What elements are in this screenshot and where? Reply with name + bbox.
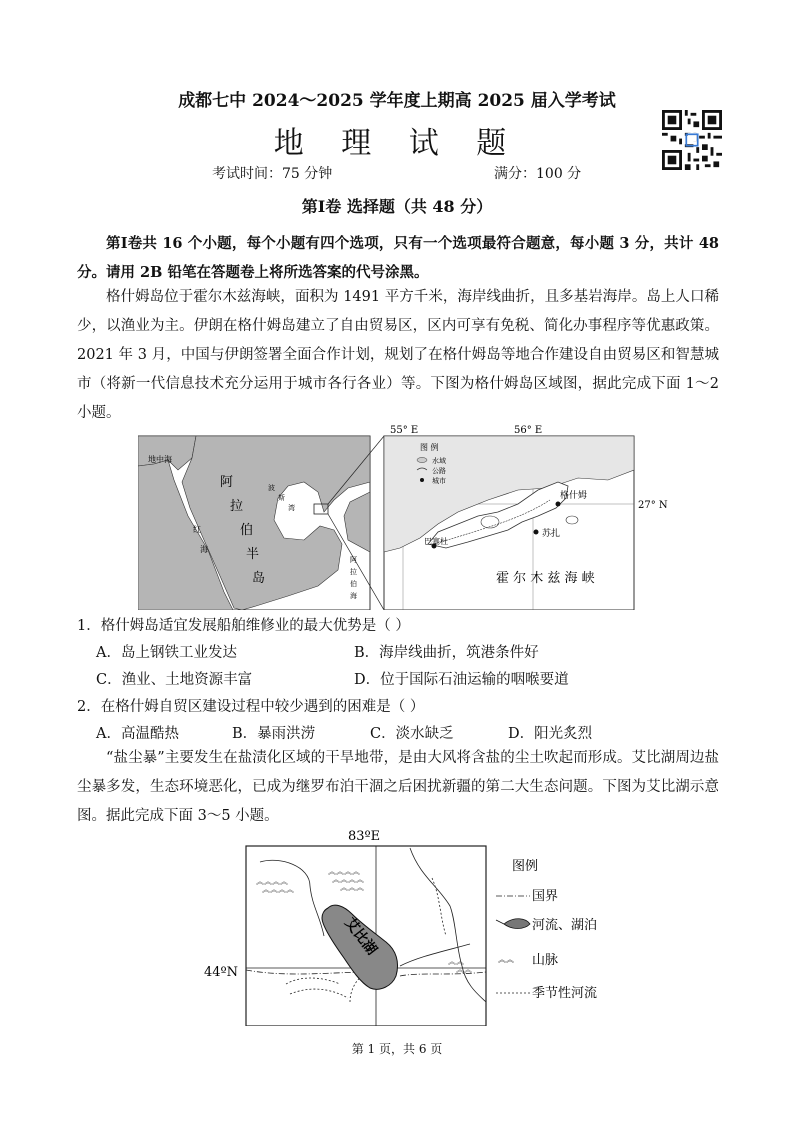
q1-option-d[interactable]: D．位于国际石油运输的咽喉要道: [354, 672, 569, 688]
q2-option-d[interactable]: D．阳光炙烈: [508, 726, 593, 742]
section-instructions: 第Ⅰ卷共 16 个小题，每个小题有四个选项，只有一个选项最符合题意，每小题 3 分，共计 48 分。请用 2B 铅笔在答题卷上将所选答案的代号涂黑。: [77, 235, 719, 281]
q2-option-b[interactable]: B．暴雨洪涝: [232, 726, 316, 742]
label-peninsula-4: 半: [246, 547, 260, 562]
passage-2: “盐尘暴”主要发生在盐渍化区域的干旱地带，是由大风将含盐的尘土吹起而形成。艾比湖周边盐尘暴多发，生态环境恶化，已成为继罗布泊干涸之后困扰新疆的第二大生态问题。下图为艾比湖示意图。据此完成下面 3～5 小题。: [77, 750, 719, 824]
label-peninsula-2: 拉: [230, 499, 244, 514]
label-gulf-2: 斯: [278, 494, 285, 502]
longitude-56: 56° E: [514, 425, 543, 436]
svg-text:︽︽︽︽: ︽︽︽︽: [328, 867, 360, 876]
full-score: 满分：100 分: [494, 166, 582, 182]
q2-stem: 2．在格什姆自贸区建设过程中较少遇到的困难是（ ）: [77, 699, 425, 715]
label-mediterranean: 地中海: [148, 455, 172, 464]
q1-option-c[interactable]: C．渔业、土地资源丰富: [96, 672, 253, 688]
legend-mountain-icon: ︽︽: [498, 955, 514, 964]
q2-option-a[interactable]: A．高温酷热: [96, 726, 179, 742]
subject-title: 地 理 试 题: [273, 126, 521, 161]
label-red-sea-2: 海: [200, 545, 208, 554]
city-qeshm: 格什姆: [560, 491, 588, 501]
map2-legend-title: 图例: [512, 859, 539, 874]
svg-text:︽︽︽: ︽︽︽: [340, 883, 364, 892]
page-footer: 第 1 页，共 6 页: [351, 1042, 443, 1056]
city-suzha: 苏扎: [542, 529, 561, 539]
qeshm-map: [138, 420, 668, 610]
section-title: 第Ⅰ卷 选择题（共 48 分）: [301, 197, 493, 216]
label-arabian-sea-4: 海: [350, 592, 357, 600]
svg-text:︽︽︽︽: ︽︽︽︽: [332, 875, 364, 884]
city-suzha-dot: [534, 530, 539, 535]
map2-latitude: 44ºN: [204, 965, 239, 980]
city-qeshm-dot: [556, 502, 561, 507]
svg-text:︽︽: ︽︽: [456, 965, 472, 974]
label-arabian-sea-2: 拉: [350, 568, 357, 576]
label-peninsula-3: 伯: [240, 523, 254, 538]
lake-label: 艾比湖: [341, 915, 380, 959]
city-bazil: 巴塞杜: [424, 537, 448, 546]
label-red-sea-1: 红: [193, 525, 201, 534]
legend-water: 水域: [432, 457, 446, 465]
legend-mountain: 山脉: [532, 953, 559, 968]
label-arabian-sea-3: 伯: [350, 580, 357, 588]
legend-border: 国界: [532, 889, 559, 904]
exam-title: 成都七中 2024～2025 学年度上期高 2025 届入学考试: [178, 91, 616, 111]
qr-code-icon: [662, 110, 722, 170]
longitude-55: 55° E: [390, 425, 419, 436]
label-arabian-sea-1: 阿: [350, 556, 357, 564]
ebinur-map: [200, 826, 640, 1026]
label-peninsula-1: 阿: [220, 475, 234, 490]
svg-text:︽︽︽︽: ︽︽︽︽: [262, 885, 294, 894]
legend-city: 城市: [432, 477, 446, 485]
legend-river: 河流、湖泊: [532, 918, 598, 933]
strait-label: 霍 尔 木 兹 海 峡: [496, 571, 595, 586]
map2-longitude: 83ºE: [348, 829, 381, 844]
latitude-27: 27° N: [638, 500, 668, 511]
svg-text:︽︽: ︽︽: [448, 957, 464, 966]
q2-option-c[interactable]: C．淡水缺乏: [370, 726, 454, 742]
legend-road: 公路: [432, 467, 446, 475]
legend-seasonal: 季节性河流: [532, 986, 598, 1001]
exam-time: 考试时间：75 分钟: [212, 166, 333, 182]
passage-1: 格什姆岛位于霍尔木兹海峡，面积为 1491 平方千米，海岸线曲折，且多基岩海岸。岛上人口稀少，以渔业为主。伊朗在格什姆岛建立了自由贸易区，区内可享有免税、简化办事程序等优惠政策。2021 年 3 月，中国与伊朗签署全面合作计划，规划了在格什姆岛等地合作建设自由贸易区和智慧城市（将新一代信息技术充分运用于城市各行各业）等。下图为格什姆岛区域图，据此完成下面 1～2 小题。: [77, 289, 719, 421]
q1-option-b[interactable]: B．海岸线曲折，筑港条件好: [354, 645, 539, 661]
legend-title: 图 例: [420, 443, 439, 452]
q1-option-a[interactable]: A．岛上钢铁工业发达: [96, 645, 237, 661]
q1-stem: 1．格什姆岛适宜发展船舶维修业的最大优势是（ ）: [77, 618, 410, 634]
svg-text:︽︽︽︽: ︽︽︽︽: [256, 877, 288, 886]
label-peninsula-5: 岛: [252, 571, 266, 586]
label-gulf-3: 湾: [288, 504, 295, 512]
label-gulf-1: 波: [268, 484, 275, 492]
